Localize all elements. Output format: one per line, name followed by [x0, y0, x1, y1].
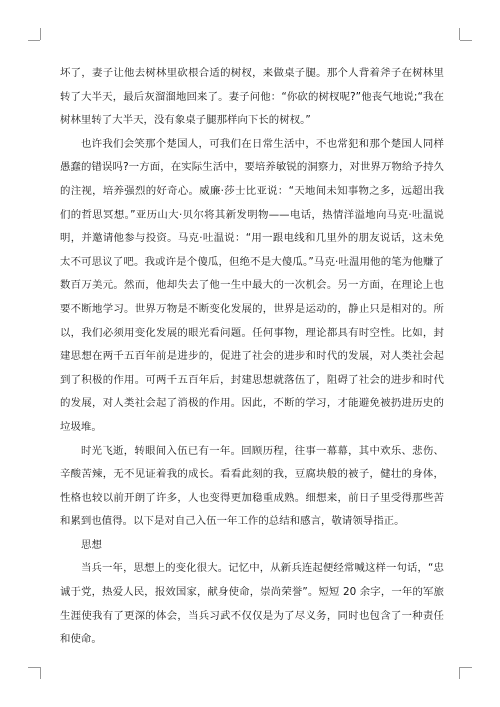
crop-mark-top-right-vertical: [459, 28, 460, 40]
crop-mark-bottom-left-vertical: [40, 667, 41, 679]
paragraph-thought: 当兵一年，思想上的变化很大。记忆中，从新兵连起便经常喊这样一句话，“忠诚于党，热爱人民，报效国家，献身使命，崇尚荣誉”。短短 20 余字，一年的军旅生涯使我有了更深的体会，当兵习武不仅仅是为了尽义务，同时也包含了一种责任和使命。: [60, 562, 444, 646]
document-body: [60, 62, 444, 652]
crop-mark-bottom-right-vertical: [459, 667, 460, 679]
crop-mark-top-left-vertical: [40, 28, 41, 40]
paragraph-continued: 坏了，妻子让他去树林里砍根合适的树杈，来做桌子腿。那个人背着斧子在树林里转了大半天，最后灰溜溜地回来了。妻子问他：“你砍的树杈呢?”他丧气地说;“我在树林里转了大半天，没有象桌子腿那样向下长的树杈。”: [60, 67, 444, 127]
crop-mark-bottom-right-horizontal: [460, 667, 472, 668]
paragraph-summary-intro: 时光飞逝，转眼间入伍已有一年。回顾历程，往事一幕幕，其中欢乐、悲伤、辛酸苦辣，无不见证着我的成长。看看此刻的我，豆腐块般的被子，健壮的身体，性格也较以前开朗了许多，人也变得更加稳重成熟。细想来，前日子里受得那些苦和累到也值得。以下是对自己入伍一年工作的总结和感言，敬请领导指正。: [60, 444, 444, 528]
crop-mark-top-left-horizontal: [28, 40, 40, 41]
crop-mark-bottom-left-horizontal: [28, 667, 40, 668]
paragraph-reflection: 也许我们会笑那个楚国人，可我们在日常生活中，不也常犯和那个楚国人同样愚蠢的错误吗?一方面，在实际生活中，要培养敏锐的洞察力，对世界万物给予持久的注视，培养强烈的好奇心。威廉·莎士比亚说：“天地间未知事物之多，远超出我们的哲思冥想。”亚历山大·贝尔将其新发明物——电话，热情洋溢地向马克·吐温说明，并邀请他参与投资。马克·吐温说：“用一跟电线和几里外的朋友说话，这未免太不可思议了吧。我或许是个傻瓜，但绝不是大傻瓜。”马克·吐温用他的笔为他赚了数百万美元。然而，他却失去了他一生中最大的一次机会。另一方面，在理论上也要不断地学习。世界万物是不断变化发展的，世界是运动的，静止只是相对的。所以，我们必须用变化发展的眼光看问题。任何事物，理论都具有时空性。比如，封建思想在两千五百年前是进步的，促进了社会的进步和时代的发展，对人类社会起到了积极的作用。可两千五百年后，封建思想就落伍了，阻碍了社会的进步和时代的发展，对人类社会起了消极的作用。因此，不断的学习，才能避免被扔进历史的垃圾堆。: [60, 137, 444, 433]
section-heading-thought: 思想: [81, 538, 102, 551]
crop-mark-top-right-horizontal: [460, 40, 472, 41]
